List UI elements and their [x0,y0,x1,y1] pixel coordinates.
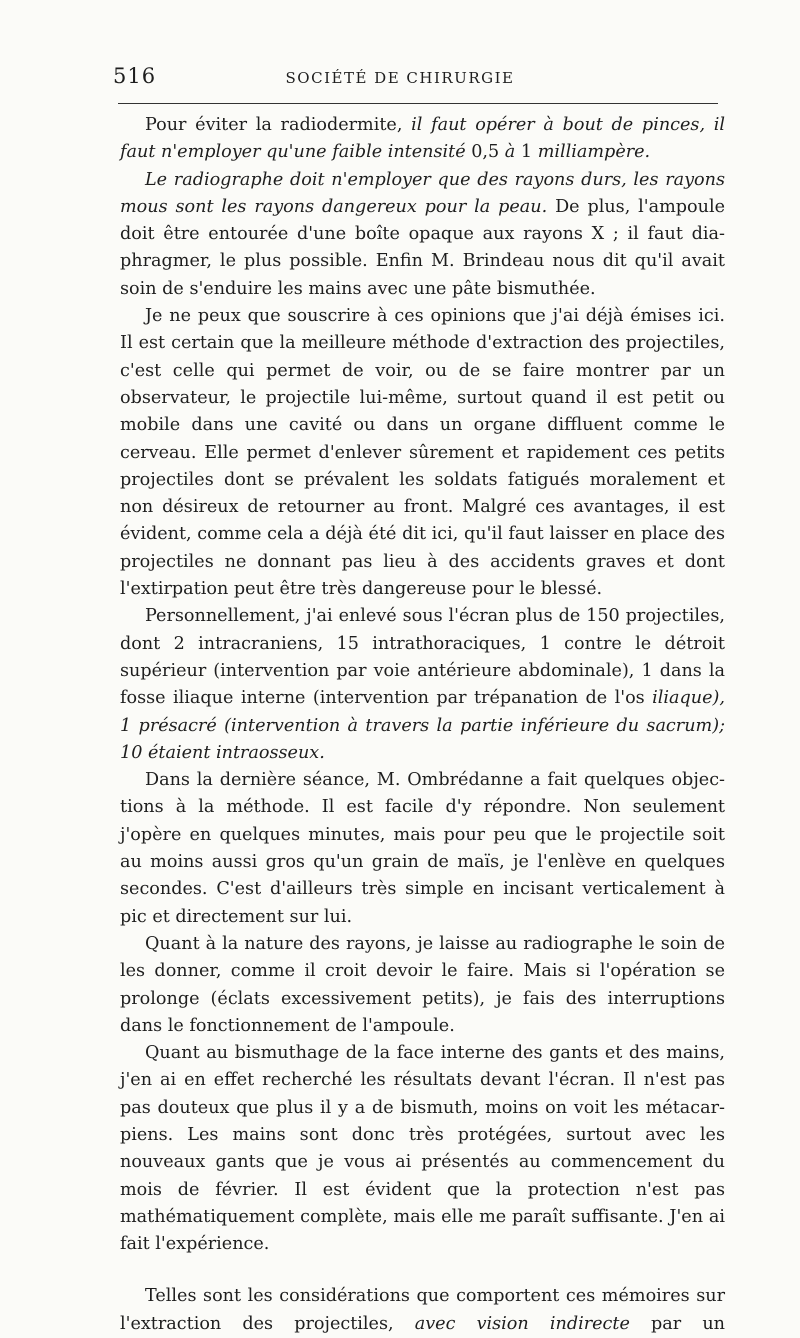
text-segment: Je ne peux que souscrire à ces opinions que j'ai déjà émises ici. Il est certain que la meilleure méthode d'extraction des projectiles, c'est celle qui permet de voir, ou de se faire montrer par un observateur, le projectile lui-même, surtout quand il est petit ou mobile dans une cavité ou dans un organe diffluent comme le cerveau. Elle permet d'enlever sûrement et rapidement ces petits projectiles dont se prévalent les soldats fatigués moralement et non désireux de retourner au front. Malgré ces avantages, il est évident, comme cela a déjà été dit ici, qu'il faut laisser en place des projectiles ne donnant pas lieu à des accidents graves et dont l'extirpation peut être très dangereuse pour le blessé. [120,306,725,600]
text-segment: à [504,142,516,163]
header-rule [118,103,718,104]
text-segment: milliampère. [537,142,651,163]
text-segment: 0,5 [465,142,505,163]
text-segment: Dans la dernière séance, M. Ombrédanne a fait quelques objections à la méthode. Il est facile d'y répondre. Non seulement j'opère en quelques minutes, mais pour peu que le projectile soit au moins aussi gros qu'un grain de maïs, je l'enlève en quelques secondes. C'est d'ailleurs très simple en incisant verticalement à pic et directement sur lui. [120,770,725,927]
paragraph-radiodermite [120,112,725,167]
page-number: 516 [113,64,157,88]
running-title: SOCIÉTÉ DE CHIRURGIE [285,69,515,87]
text-segment: 1 [515,142,538,163]
text-segment: Telles sont les considérations que comportent ces mémoires sur l'extraction des projectiles, [120,1286,725,1334]
text-segment: Le radiographe doit n'employer que des rayons durs, les rayons mous sont les rayons dangereux pour la peau. [120,169,725,217]
paragraph-personnellement [120,603,725,767]
text-segment: il faut opérer à bout de pinces, il faut n'employer qu'une faible intensité [120,115,725,163]
paragraph-ombredanne [120,767,725,931]
text-segment: Quant à la nature des rayons, je laisse au radiographe le soin de les donner, comme il croit devoir le faire. Mais si l'opération se prolonge (éclats excessivement petits), je fais des interruptions dans le fonctionnement de l'ampoule. [120,933,725,1036]
paragraph-conclusion [120,1283,725,1338]
paragraph-bismuthage [120,1040,725,1258]
text-segment: avec vision indirecte [414,1313,630,1334]
paragraph-opinions [120,303,725,603]
text-segment: par un [629,1313,725,1334]
body-text [120,112,725,1338]
text-segment: De plus, l'ampoule doit être entourée d'une boîte opaque aux rayons X ; il faut diaphragmer, le plus possible. Enfin M. Brindeau nous dit qu'il avait soin de s'enduire les mains avec une pâte bismuthée. [120,196,726,299]
paragraph-radiographe [120,167,725,303]
text-segment: Pour éviter la radiodermite, [145,115,412,135]
text-segment: Personnellement, j'ai enlevé sous l'écran plus de 150 projectiles, dont 2 intracraniens, 15 intrathoraciques, 1 contre le détroit supérieur (intervention par voie antérieure abdominale), 1 dans la fosse iliaque interne (intervention par trépanation de l'os [120,606,725,709]
text-segment: iliaque), 1 présacré (intervention à travers la partie inférieure du sacrum); 10 étaient intraosseux. [120,688,725,763]
text-segment: Quant au bismuthage de la face interne des gants et des mains, j'en ai en effet recherché les résultats devant l'écran. Il n'est pas pas douteux que plus il y a de bismuth, moins on voit les métacarpiens. Les mains sont donc très protégées, surtout avec les nouveaux gants que je vous ai présentés au commencement du mois de février. Il est évident que la protection n'est pas mathématiquement complète, mais elle me paraît suffisante. J'en ai fait l'expérience. [120,1043,725,1255]
paragraph-rayons [120,931,725,1040]
